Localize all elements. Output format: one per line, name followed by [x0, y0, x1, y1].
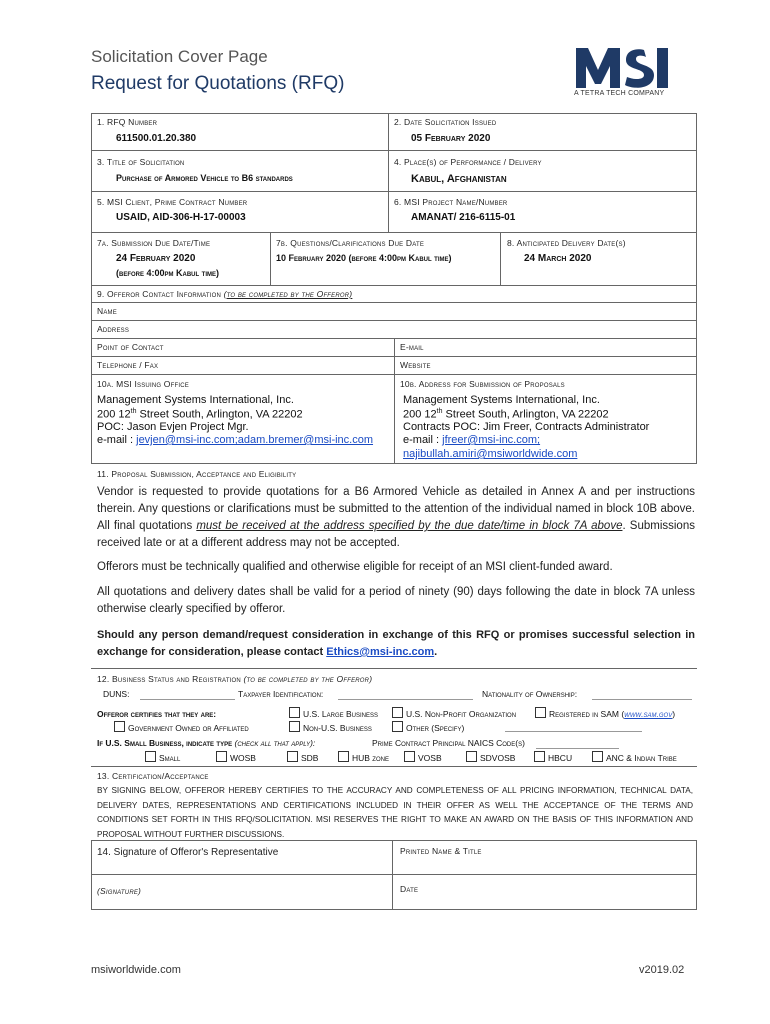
checkbox-icon[interactable] — [404, 751, 415, 762]
ethics-paragraph: Should any person demand/request consideration in exchange of this RFQ or promises successful selection in exchange for consideration, please contact Ethics@msi-inc.com. — [97, 629, 695, 658]
submission-due-date: 24 February 2020 — [116, 253, 196, 264]
date-field[interactable]: Date — [400, 884, 419, 894]
tin-label: Taxpayer Identification: — [238, 689, 324, 699]
submission-office-address: 200 12th Street South, Arlington, VA 22202 — [403, 408, 609, 421]
certification-text: BY SIGNING BELOW, OFFEROR HEREBY CERTIFIES TO THE ACCURACY AND COMPLETENESS OF ALL PRICING INFORMATION, TECHNICAL DATA, DELIVERY DATES, REPRESENTATIONS AND CERTIFICATIONS INCLUDED IN THEIR OFFER AS WELL THE ACCEPTANCE OF THE TERMS AND CONDITIONS SET FORTH IN THIS RFQ/SOLICITATION. MSI RESERVES THE RIGHT TO MAKE AN AWARD ON THE BASIS OF THIS INFORMATION AND PROPOSAL WITHOUT FURTHER DISCUSSIONS. — [97, 786, 693, 839]
checkbox-icon[interactable] — [534, 751, 545, 762]
block-12-label: 12. Business Status and Registration (to be completed by the Offeror) — [97, 674, 373, 684]
small-option[interactable]: Small — [145, 751, 180, 763]
checkbox-icon[interactable] — [392, 721, 403, 732]
checkbox-icon[interactable] — [216, 751, 227, 762]
checkbox-icon[interactable] — [338, 751, 349, 762]
footer-website: msiworldwide.com — [91, 964, 181, 976]
submission-due-time: (before 4:00pm Kabul time) — [116, 268, 220, 278]
sam-link[interactable]: www.sam.gov — [624, 709, 673, 719]
block-10a-label: 10a. MSI Issuing Office — [97, 379, 189, 389]
other-specify-option[interactable]: Other (Specify) — [392, 721, 464, 733]
block-8-label: 8. Anticipated Delivery Date(s) — [507, 238, 626, 248]
checkbox-icon[interactable] — [535, 707, 546, 718]
submission-email-link[interactable]: jfreer@msi-inc.com; — [442, 434, 541, 446]
block-3-label: 3. Title of Solicitation — [97, 157, 185, 167]
email-field[interactable]: E-mail — [400, 342, 424, 352]
duns-label: DUNS: — [103, 689, 130, 699]
date-issued: 05 February 2020 — [411, 133, 491, 144]
point-of-contact-field[interactable]: Point of Contact — [97, 342, 164, 352]
submission-office-email: e-mail : jfreer@msi-inc.com; — [403, 434, 541, 446]
ethics-email-link[interactable]: Ethics@msi-inc.com — [326, 646, 435, 658]
page-title: Request for Quotations (RFQ) — [91, 73, 345, 94]
certifies-label: Offeror certifies that they are: — [97, 709, 217, 719]
checkbox-icon[interactable] — [466, 751, 477, 762]
block-9-label: 9. Offeror Contact Information (to be completed by the Offeror) — [97, 289, 353, 299]
govt-owned-option[interactable]: Government Owned or Affiliated — [114, 721, 249, 733]
submission-office-name: Management Systems International, Inc. — [403, 394, 600, 406]
block-1-label: 1. RFQ Number — [97, 117, 158, 127]
block-2-label: 2. Date Solicitation Issued — [394, 117, 497, 127]
submission-email-link-2[interactable]: najibullah.amiri@msiworldwide.com — [403, 448, 578, 460]
submission-office-email-2 — [403, 448, 577, 460]
us-nonprofit-option[interactable]: U.S. Non-Profit Organization — [392, 707, 516, 719]
printed-name-field[interactable]: Printed Name & Title — [400, 846, 482, 856]
anc-tribe-option[interactable]: ANC & Indian Tribe — [592, 751, 677, 763]
checkbox-icon[interactable] — [289, 721, 300, 732]
validity-paragraph: All quotations and delivery dates shall be valid for a period of ninety (90) days following the date in block 7A unless otherwise clearly specified by offeror. — [97, 586, 695, 615]
us-large-business-option[interactable]: U.S. Large Business — [289, 707, 378, 719]
telephone-fax-field[interactable]: Telephone / Fax — [97, 360, 159, 370]
block-6-label: 6. MSI Project Name/Number — [394, 197, 508, 207]
website-field[interactable]: Website — [400, 360, 431, 370]
nationality-label: Nationality of Ownership: — [482, 689, 578, 699]
eligibility-paragraph: Offerors must be technically qualified and otherwise eligible for receipt of an MSI client-funded award. — [97, 561, 613, 573]
issuing-office-name: Management Systems International, Inc. — [97, 394, 294, 406]
prime-contract-number: USAID, AID-306-H-17-00003 — [116, 212, 246, 223]
vosb-option[interactable]: VOSB — [404, 751, 442, 763]
checkbox-icon[interactable] — [114, 721, 125, 732]
sdb-option[interactable]: SDB — [287, 751, 318, 763]
block-14-label: 14. Signature of Offeror's Representative — [97, 847, 279, 858]
wosb-option[interactable]: WOSB — [216, 751, 256, 763]
checkbox-icon[interactable] — [592, 751, 603, 762]
offeror-address-field[interactable]: Address — [97, 324, 130, 334]
issuing-office-address: 200 12th Street South, Arlington, VA 22202 — [97, 408, 303, 421]
block-11-label: 11. Proposal Submission, Acceptance and Eligibility — [97, 469, 297, 479]
sdvosb-option[interactable]: SDVOSB — [466, 751, 515, 763]
project-name-number: AMANAT/ 216-6115-01 — [411, 212, 516, 223]
naics-label: Prime Contract Principal NAICS Code(s) — [372, 738, 525, 748]
issuing-email-link[interactable]: jevjen@msi-inc.com;adam.bremer@msi-inc.com — [136, 434, 374, 446]
checkbox-icon[interactable] — [145, 751, 156, 762]
issuing-office-poc: POC: Jason Evjen Project Mgr. — [97, 421, 249, 433]
registered-sam-option[interactable]: Registered in SAM (www.sam.gov) — [535, 707, 675, 719]
block-4-label: 4. Place(s) of Performance / Delivery — [394, 157, 542, 167]
hubzone-option[interactable]: HUB zone — [338, 751, 389, 763]
block-13-label: 13. Certification/Acceptance — [97, 771, 209, 781]
hbcu-option[interactable]: HBCU — [534, 751, 572, 763]
instructions-paragraph: Vendor is requested to provide quotations for a B6 Armored Vehicle as detailed in Annex A and per instructions therein. Any questions or clarifications must be submitted to the attention of the individual named in block 10B above. All final quotations must be received at the address specified by the due date/time in block 7A above. Submissions received late or at a different address may not be accepted. — [97, 486, 695, 549]
footer-version: v2019.02 — [639, 964, 685, 976]
submission-office-poc: Contracts POC: Jim Freer, Contracts Administrator — [403, 421, 650, 433]
signature-field[interactable]: (Signature) — [97, 886, 142, 896]
place-of-performance: Kabul, Afghanistan — [411, 173, 507, 185]
checkbox-icon[interactable] — [287, 751, 298, 762]
pre-title: Solicitation Cover Page — [91, 47, 268, 66]
checkbox-icon[interactable] — [392, 707, 403, 718]
non-us-business-option[interactable]: Non-U.S. Business — [289, 721, 372, 733]
block-5-label: 5. MSI Client, Prime Contract Number — [97, 197, 248, 207]
issuing-office-email: e-mail : jevjen@msi-inc.com;adam.bremer@msi-inc.com — [97, 434, 374, 446]
solicitation-title: Purchase of Armored Vehicle to B6 standards — [116, 173, 293, 183]
offeror-name-field[interactable]: Name — [97, 306, 117, 316]
block-7a-label: 7a. Submission Due Date/Time — [97, 238, 211, 248]
rfq-number: 611500.01.20.380 — [116, 133, 197, 144]
small-business-label: If U.S. Small Business, indicate type (check all that apply): — [97, 738, 316, 748]
checkbox-icon[interactable] — [289, 707, 300, 718]
questions-due-date: 10 February 2020 (before 4:00pm Kabul time) — [276, 253, 452, 263]
logo-subtitle: A TETRA TECH COMPANY — [574, 90, 665, 97]
block-7b-label: 7b. Questions/Clarifications Due Date — [276, 238, 425, 248]
block-10b-label: 10b. Address for Submission of Proposals — [400, 379, 565, 389]
anticipated-delivery-date: 24 March 2020 — [524, 253, 592, 264]
